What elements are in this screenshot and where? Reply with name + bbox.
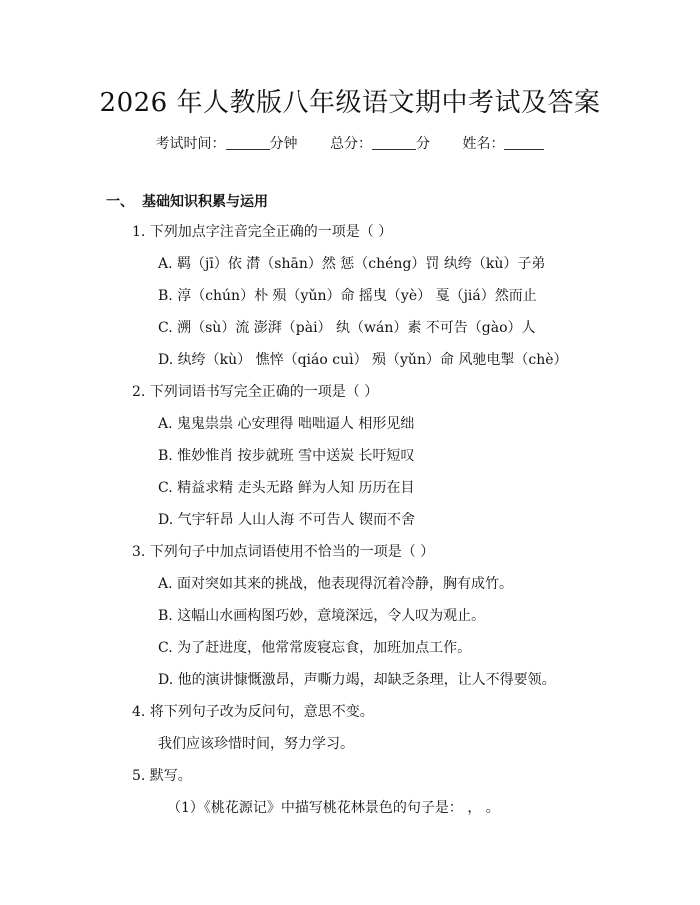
question-1-option-c: C. 溯（sù）流 澎湃（pài） 纨（wán）素 不可告（gào）人 [158, 320, 536, 336]
section-heading [106, 191, 268, 211]
student-name-field [462, 133, 544, 153]
question-1-stem: 1. 下列加点字注音完全正确的一项是（ ） [132, 224, 393, 240]
question-2-stem: 2. 下列词语书写完全正确的一项是（ ） [132, 384, 379, 400]
section-title: 基础知识积累与运用 [142, 194, 268, 210]
question-1-option-d: D. 纨绔（kù） 憔悴（qiáo cuì） 殒（yǔn）命 风驰电掣（chè） [158, 352, 568, 368]
question-3-option-d: D. 他的演讲慷慨激昂，声嘶力竭，却缺乏条理，让人不得要领。 [158, 672, 556, 688]
total-score-label: 总分： [330, 136, 372, 152]
question-2-option-d: D. 气宇轩昂 人山人海 不可告人 锲而不舍 [158, 512, 415, 528]
exam-time-field [156, 133, 298, 153]
section-number: 一、 [106, 194, 134, 210]
exam-time-blank [226, 135, 270, 150]
exam-time-label: 考试时间： [155, 136, 226, 152]
total-score-field [330, 133, 430, 153]
question-3-option-b: B. 这幅山水画构图巧妙，意境深远，令人叹为观止。 [158, 608, 486, 624]
question-3-option-c: C. 为了赶进度，他常常废寝忘食，加班加点工作。 [158, 640, 472, 656]
question-2-option-b: B. 惟妙惟肖 按步就班 雪中送炭 长吁短叹 [158, 448, 415, 464]
total-score-unit: 分 [416, 136, 430, 152]
question-2-option-c: C. 精益求精 走头无路 鲜为人知 历历在目 [158, 480, 415, 496]
student-name-label: 姓名： [462, 136, 505, 152]
page-title: 2026 年人教版八年级语文期中考试及答案 [99, 88, 601, 118]
question-4-sentence: 我们应该珍惜时间，努力学习。 [158, 736, 354, 752]
question-2-option-a: A. 鬼鬼祟祟 心安理得 咄咄逼人 相形见绌 [158, 416, 415, 432]
student-name-blank [504, 135, 544, 150]
question-3-stem: 3. 下列句子中加点词语使用不恰当的一项是（ ） [132, 544, 435, 560]
question-1-option-b: B. 淳（chún）朴 殒（yǔn）命 摇曳（yè） 戛（jiá）然而止 [158, 288, 537, 304]
question-5-sub-1: （1）《桃花源记》中描写桃花林景色的句子是： ， 。 [167, 800, 500, 816]
total-score-blank [372, 135, 416, 150]
exam-time-unit: 分钟 [269, 136, 298, 152]
question-1-option-a: A. 羁（jī）依 潸（shān）然 惩（chéng）罚 纨绔（kù）子弟 [158, 256, 546, 272]
question-3-option-a: A. 面对突如其来的挑战，他表现得沉着冷静，胸有成竹。 [158, 576, 514, 592]
exam-meta [0, 133, 700, 153]
question-5-stem: 5. 默写。 [132, 768, 192, 784]
question-4-stem: 4. 将下列句子改为反问句，意思不变。 [132, 704, 374, 720]
